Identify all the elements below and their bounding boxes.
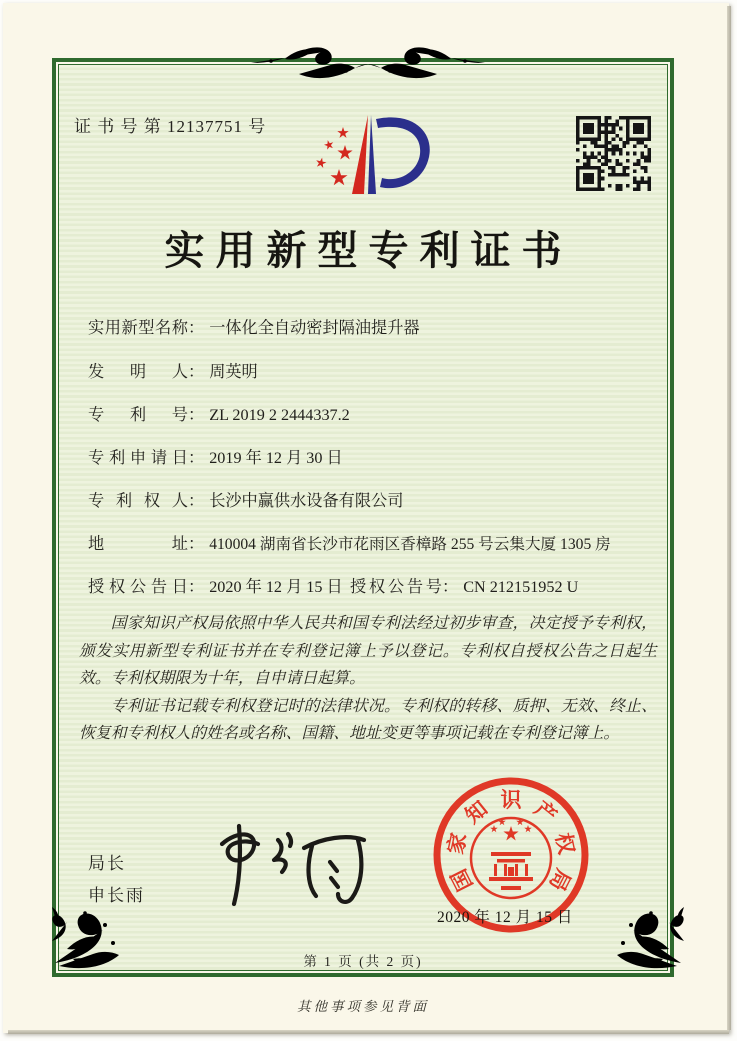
field-grant-number (350, 573, 578, 597)
field-row-grant-date (88, 573, 654, 597)
field-label: 专利申请日 (88, 449, 188, 467)
field-colon: ： (442, 578, 459, 596)
commissioner-title: 局长 (88, 854, 126, 873)
logo-stars (315, 127, 353, 185)
field-row-name (88, 314, 654, 338)
top-flourish-ornament (251, 37, 485, 89)
legal-paragraph-2: 专利证书记载专利权登记时的法律状况。专利权的转移、质押、无效、终止、恢复和专利权人的姓名或名称、国籍、地址变更等事项记载在专利登记簿上。 (79, 697, 657, 743)
field-value: 长沙中赢供水设备有限公司 (209, 492, 404, 510)
field-colon: ： (188, 449, 205, 467)
commissioner-name: 申长雨 (88, 886, 145, 905)
field-value: 周英明 (209, 363, 258, 381)
field-colon: ： (188, 492, 205, 510)
logo-p-bowl (376, 117, 430, 188)
svg-text:产: 产 (529, 796, 562, 829)
svg-text:局: 局 (544, 865, 576, 895)
field-value: 一体化全自动密封隔油提升器 (209, 319, 420, 337)
field-value: CN 212151952 U (463, 578, 579, 596)
seal-date: 2020 年 12 月 15 日 (437, 909, 573, 926)
logo-triangle-red (352, 115, 368, 194)
logo-triangle-blue (368, 115, 376, 194)
legal-text (79, 610, 657, 748)
field-label: 授权公告日 (88, 578, 188, 596)
field-row-address (88, 530, 654, 554)
svg-text:国: 国 (446, 865, 478, 895)
field-colon: ： (188, 363, 205, 381)
back-side-note: 其他事项参见背面 (297, 999, 429, 1014)
field-row-inventor (88, 358, 654, 382)
svg-text:家: 家 (443, 830, 472, 857)
field-value: 2020 年 12 月 15 日 (209, 578, 343, 596)
field-label: 专利号 (88, 406, 188, 424)
field-label: 地址 (88, 535, 188, 553)
field-value: 2019 年 12 月 30 日 (209, 449, 343, 467)
field-colon: ： (188, 535, 205, 553)
svg-text:识: 识 (500, 788, 522, 812)
field-label: 授权公告号 (350, 578, 442, 596)
field-colon: ： (188, 578, 205, 596)
field-value: ZL 2019 2 2444337.2 (209, 406, 350, 424)
field-row-filing-date (88, 444, 654, 468)
field-colon: ： (188, 319, 205, 337)
page-number: 第 1 页 (共 2 页) (303, 954, 423, 969)
field-label: 专利权人 (88, 492, 188, 510)
seal-national-emblem (471, 818, 551, 898)
paper-edge-bottom (8, 1030, 729, 1034)
paper-edge-right (727, 6, 731, 1030)
legal-paragraph-1: 国家知识产权局依照中华人民共和国专利法经过初步审查，决定授予专利权，颁发实用新型专利证书并在专利登记簿上予以登记。专利权自授权公告之日起生效。专利权期限为十年，自申请日起算。 (79, 615, 657, 688)
field-label: 实用新型名称 (88, 319, 188, 337)
field-value: 410004 湖南省长沙市花雨区香樟路 255 号云集大厦 1305 房 (209, 536, 611, 553)
field-row-patentee (88, 487, 654, 511)
handwritten-signature (192, 816, 392, 912)
cnipa-logo (302, 97, 442, 209)
field-label: 发明人 (88, 363, 188, 381)
field-colon: ： (188, 406, 205, 424)
qr-code (576, 116, 651, 191)
certificate-number: 证 书 号 第 12137751 号 (74, 117, 267, 136)
field-row-patent-number (88, 401, 654, 425)
certificate-title: 实用新型专利证书 (164, 228, 573, 273)
svg-text:权: 权 (550, 830, 579, 857)
svg-text:知: 知 (460, 796, 493, 829)
